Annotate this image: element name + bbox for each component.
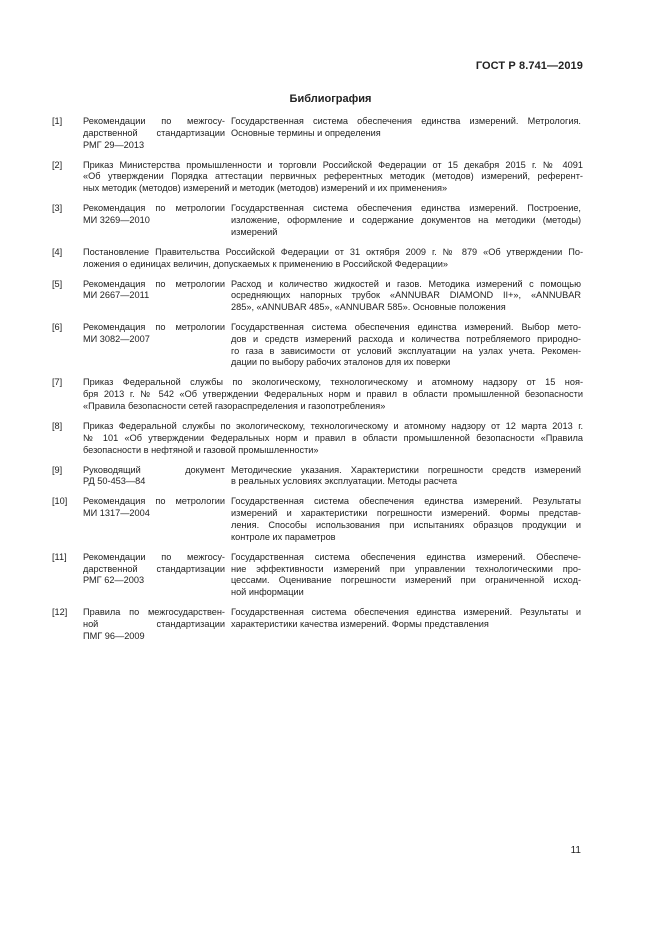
entry-text-line: 285», «ANNUBAR 485», «ANNUBAR 585». Основные положения [231, 302, 506, 313]
entry-text-line: Правила по межгосударствен- [83, 607, 225, 618]
bibliography-entry [52, 421, 583, 456]
entry-text-line: Государственная система обеспечения единства измерений. Выбор мето- [231, 322, 581, 333]
entry-description [83, 377, 583, 412]
entry-number: [1] [52, 116, 63, 126]
entry-text-line: Государственная система обеспечения единства измерений. Метрология. [231, 116, 581, 126]
entry-text-line: безопасности в нефтяной и газовой промышленности» [83, 444, 319, 455]
entry-text-line: «Правила безопасности сетей газораспределения и газопотребления» [83, 401, 386, 412]
standard-header: ГОСТ Р 8.741—2019 [475, 60, 583, 72]
entry-text-line: изложение, оформление и содержание документов на методики (методы) [231, 214, 581, 225]
entry-document-type [83, 552, 225, 587]
entry-text-line: дарственной стандартизации [83, 127, 225, 138]
entry-text-line: ПМГ 96—2009 [83, 630, 145, 641]
entry-number: [6] [52, 322, 63, 333]
entry-text-line: № 101 «Об утверждении Федеральных норм и правил в области промышленной безопасности «Правила [83, 432, 583, 443]
entry-description [231, 116, 581, 140]
bibliography-entry [52, 322, 583, 369]
bibliography-entry [52, 607, 583, 642]
entry-text-line: Приказ Федеральной службы по экологическому, технологическому и атомному надзору от 12 марта 2013 г. [83, 421, 583, 432]
entry-number: [10] [52, 496, 68, 507]
entry-text-line: МИ 1317—2004 [83, 508, 150, 519]
entry-text-line: ной информации [231, 587, 304, 598]
entry-text-line: Расход и количество жидкостей и газов. Методика измерений с помощью [231, 278, 581, 289]
bibliography-list [52, 116, 583, 651]
entry-text-line: Государственная система обеспечения единства измерений. Результаты и [231, 607, 581, 618]
entry-number: [5] [52, 278, 63, 289]
entry-description [231, 496, 581, 543]
entry-number: [7] [52, 377, 63, 388]
page-number: 11 [570, 845, 581, 856]
entry-document-type [83, 322, 225, 346]
entry-text-line: измерений и характеристики погрешности измерений. Формы представ- [231, 508, 581, 519]
entry-text-line: Государственная система обеспечения единства измерений. Построение, [231, 203, 581, 214]
entry-description [83, 247, 583, 271]
bibliography-entry [52, 116, 583, 151]
entry-text-line: Рекомендации по межгосу- [83, 551, 225, 562]
entry-text-line: осредняющих напорных трубок «ANNUBAR DIAMOND II+», «ANNUBAR [231, 290, 581, 301]
entry-text-line: МИ 3269—2010 [83, 214, 150, 225]
page-title: Библиография [289, 93, 372, 105]
entry-document-type [83, 279, 225, 303]
entry-text-line: характеристики качества измерений. Формы представления [231, 618, 489, 629]
entry-description [231, 322, 581, 369]
entry-text-line: «Об утверждении Порядка аттестации первичных референтных методик (методов) измерений, референт- [83, 171, 583, 182]
entry-text-line: Государственная система обеспечения единства измерений. Обеспече- [231, 551, 581, 562]
entry-text-line: дов и средств измерений расхода и количества потребляемого природно- [231, 333, 581, 344]
entry-number: [12] [52, 607, 68, 618]
bibliography-entry [52, 247, 583, 271]
entry-description [231, 465, 581, 489]
entry-number: [9] [52, 464, 63, 475]
entry-text-line: ления. Способы использования при испытаниях образцов продукции и [231, 520, 581, 530]
entry-text-line: бря 2013 г. № 542 «Об утверждении Федеральных норм и правил в области промышленной безопасности [83, 389, 583, 400]
bibliography-entry [52, 279, 583, 314]
entry-text-line: МИ 3082—2007 [83, 333, 150, 344]
entry-text-line: ных методик (методов) измерений и методик (методов) измерений и их применения» [83, 183, 448, 194]
entry-description [231, 552, 581, 599]
entry-text-line: МИ 2667—2011 [83, 290, 150, 301]
entry-document-type [83, 607, 225, 642]
entry-description [231, 279, 581, 314]
entry-number: [8] [52, 421, 63, 432]
bibliography-entry [52, 203, 583, 238]
entry-description [231, 203, 581, 238]
entry-document-type [83, 116, 225, 151]
bibliography-entry [52, 465, 583, 489]
entry-text-line: Рекомендация по метрологии [83, 322, 225, 333]
entry-text-line: ной стандартизации [83, 618, 225, 629]
entry-text-line: РД 50-453—84 [83, 476, 146, 487]
entry-document-type [83, 496, 225, 520]
entry-description [231, 607, 581, 631]
entry-text-line: РМГ 29—2013 [83, 139, 145, 150]
entry-text-line: Рекомендация по метрологии [83, 203, 225, 214]
entry-text-line: цессами. Оценивание погрешности измерений при ограниченной исход- [231, 575, 581, 586]
entry-number: [3] [52, 203, 63, 214]
entry-text-line: контроле их параметров [231, 531, 336, 542]
entry-text-line: ние эффективности измерений при управлении технологическими про- [231, 563, 581, 574]
entry-text-line: РМГ 62—2003 [83, 575, 145, 586]
entry-text-line: дарственной стандартизации [83, 563, 225, 574]
entry-text-line: измерений [231, 226, 278, 237]
bibliography-entry [52, 552, 583, 599]
entry-number: [11] [52, 551, 67, 562]
entry-document-type [83, 465, 225, 489]
entry-text-line: Рекомендация по метрологии [83, 496, 225, 507]
entry-text-line: Рекомендации по межгосу- [83, 116, 225, 126]
bibliography-entry [52, 496, 583, 543]
entry-text-line: Методические указания. Характеристики погрешности средств измерений [231, 464, 581, 475]
entry-text-line: Постановление Правительства Российской Федерации от 31 октября 2009 г. № 879 «Об утверждении По- [83, 246, 583, 257]
entry-description [83, 160, 583, 195]
entry-text-line: Приказ Федеральной службы по экологическому, технологическому и атомному надзору от 15 ноя- [83, 377, 583, 388]
entry-text-line: ложения о единицах величин, допускаемых к применению в Российской Федерации» [83, 258, 448, 269]
entry-text-line: Руководящий документ [83, 464, 225, 475]
entry-text-line: го газа в зависимости от условий эксплуатации на узлах учета. Рекомен- [231, 345, 581, 356]
entry-text-line: дации по выбору рабочих эталонов для их поверки [231, 357, 451, 368]
entry-text-line: Основные термины и определения [231, 127, 381, 138]
entry-text-line: Рекомендация по метрологии [83, 278, 225, 289]
bibliography-entry [52, 160, 583, 195]
entry-description [83, 421, 583, 456]
entry-number: [4] [52, 246, 63, 257]
entry-text-line: Государственная система обеспечения единства измерений. Результаты [231, 496, 581, 507]
bibliography-entry [52, 377, 583, 412]
entry-document-type [83, 203, 225, 227]
entry-text-line: Приказ Министерства промышленности и торговли Российской Федерации от 15 декабря 2015 г. № 4091 [83, 159, 583, 170]
entry-text-line: в реальных условиях эксплуатации. Методы расчета [231, 476, 458, 487]
entry-number: [2] [52, 159, 63, 170]
